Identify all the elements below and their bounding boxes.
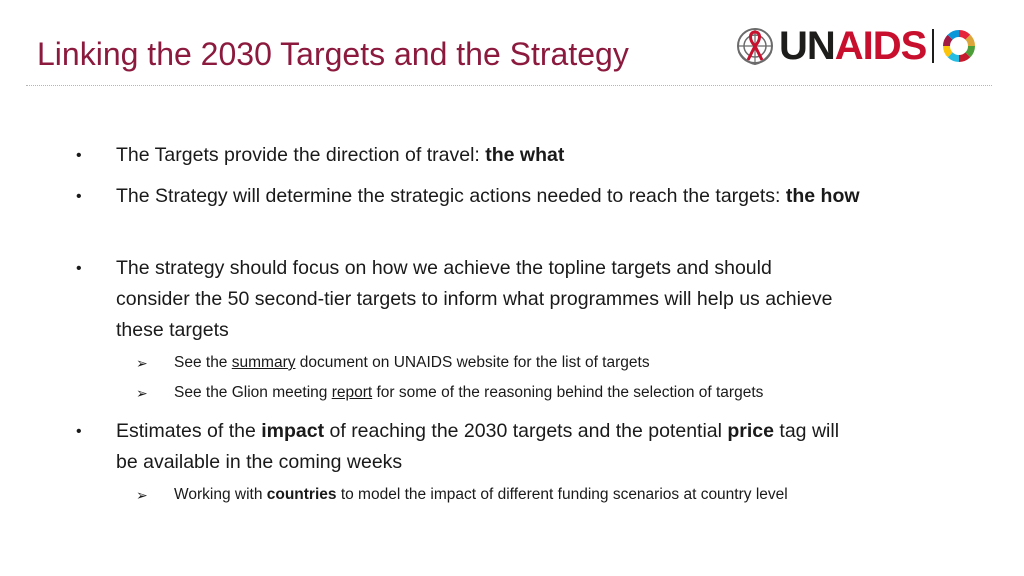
bullet-2-bold: the how	[785, 185, 860, 207]
bullet-glyph: •	[76, 423, 82, 440]
bullet-4-bold-price: price	[727, 420, 774, 442]
bullet-4-post: tag will be available in the coming weeks	[116, 420, 840, 473]
bullet-4-pre: Estimates of the	[116, 420, 262, 442]
sub-bullet-4-1	[136, 484, 934, 506]
arrow-glyph: ➢	[136, 487, 148, 503]
sub-4-1-pre: Working with	[174, 486, 267, 503]
arrow-glyph: ➢	[136, 355, 148, 371]
report-link[interactable]: report	[331, 384, 373, 401]
sub-3-2-post: for some of the reasoning behind the selection of targets	[372, 384, 764, 401]
summary-link[interactable]: summary	[231, 354, 296, 371]
bullet-1	[76, 140, 876, 171]
slide-title: Linking the 2030 Targets and the Strategy	[37, 36, 629, 72]
bullet-4	[76, 416, 856, 478]
bullet-glyph: •	[76, 188, 82, 205]
bullet-4-mid: of reaching the 2030 targets and the potential	[324, 420, 728, 442]
bullet-3-text: The strategy should focus on how we achieve the topline targets and should consider the 50 second-tier targets to inform what programmes will help us achieve these targets	[116, 257, 833, 341]
sub-3-1-post: document on UNAIDS website for the list of targets	[295, 354, 650, 371]
bullet-1-bold: the what	[485, 144, 565, 166]
sub-bullet-3-1	[136, 352, 934, 374]
logo-word-aids: AIDS	[834, 24, 927, 68]
bullet-2-text: The Strategy will determine the strategic actions needed to reach the targets:	[116, 185, 786, 207]
logo-word-un: UN	[779, 24, 835, 68]
bullet-glyph: •	[76, 260, 82, 277]
bullet-1-text: The Targets provide the direction of travel:	[116, 144, 486, 166]
sub-4-1-bold: countries	[266, 486, 337, 503]
sub-3-1-pre: See the	[174, 354, 232, 371]
sub-4-1-post: to model the impact of different funding scenarios at country level	[336, 486, 788, 503]
arrow-glyph: ➢	[136, 385, 148, 401]
bullet-3	[76, 253, 846, 346]
bullet-2	[76, 181, 876, 212]
bullet-glyph: •	[76, 147, 82, 164]
bullet-4-bold-impact: impact	[261, 420, 325, 442]
sub-bullet-3-2	[136, 382, 934, 404]
sub-3-2-pre: See the Glion meeting	[174, 384, 332, 401]
